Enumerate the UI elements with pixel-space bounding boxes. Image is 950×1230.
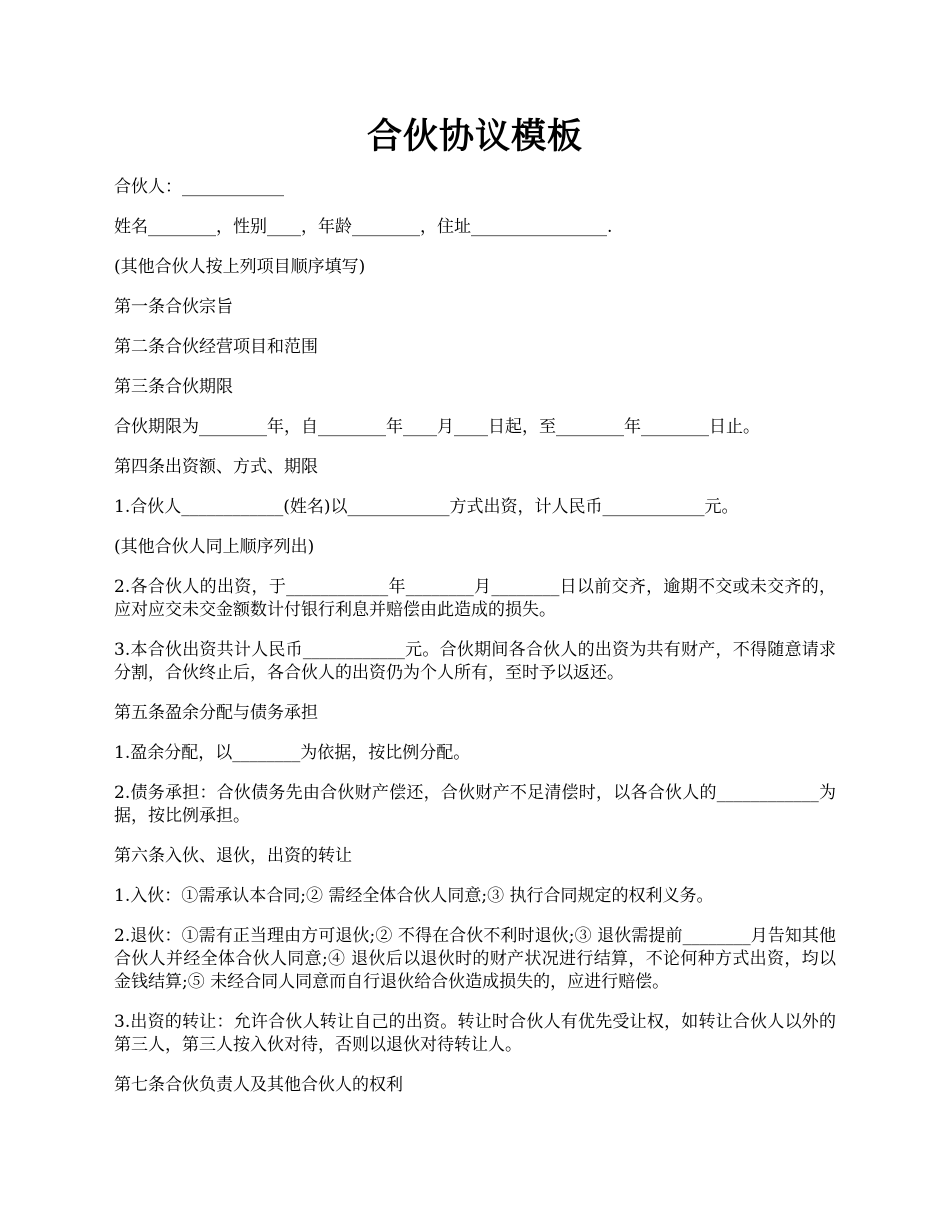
profit-distribution-item: 1.盈余分配，以________为依据，按比例分配。 (114, 743, 471, 763)
document-title: 合伙协议模板 (366, 116, 583, 157)
article-1-heading: 第一条合伙宗旨 (114, 297, 233, 317)
document-body (114, 176, 836, 1114)
admission-item: 1.入伙：①需承认本合同;② 需经全体合伙人同意;③ 执行合同规定的权利义务。 (114, 886, 714, 906)
other-partners-contribution-note: (其他合伙人同上顺序列出) (114, 537, 315, 557)
term-paragraph: 合伙期限为________年，自________年____月____日起，至________年________日止。 (114, 417, 760, 437)
partner-line: 合伙人：____________ (114, 177, 284, 197)
article-2-heading: 第二条合伙经营项目和范围 (114, 337, 318, 357)
withdrawal-item: 2.退伙：①需有正当理由方可退伙;② 不得在合伙不利时退伙;③ 退伙需提前________月告知其他合伙人并经全体合伙人同意;④ 退伙后以退伙时的财产状况进行结算，不论何种方式出资，均以金钱结算;⑤ 未经合同人同意而自行退伙给合伙造成损失的，应进行赔偿。 (114, 926, 836, 992)
article-7-heading: 第七条合伙负责人及其他合伙人的权利 (114, 1075, 403, 1095)
contribution-item-1: 1.合伙人____________(姓名)以____________方式出资，计人民币____________元。 (114, 497, 739, 517)
debt-bearing-item: 2.债务承担：合伙债务先由合伙财产偿还，合伙财产不足清偿时，以各合伙人的____________为据，按比例承担。 (114, 783, 836, 826)
article-6-heading: 第六条入伙、退伙，出资的转让 (114, 846, 352, 866)
contribution-item-2: 2.各合伙人的出资，于____________年________月________日以前交齐，逾期不交或未交齐的，应对应交未交金额数计付银行利息并赔偿由此造成的损失。 (114, 577, 836, 620)
other-partners-note: (其他合伙人按上列项目顺序填写) (114, 257, 366, 277)
transfer-item: 3.出资的转让：允许合伙人转让自己的出资。转让时合伙人有优先受让权，如转让合伙人以外的第三人，第三人按入伙对待，否则以退伙对待转让人。 (114, 1012, 836, 1055)
partner-info-line: 姓名________，性别____，年龄________，住址________________. (114, 217, 613, 237)
article-4-heading: 第四条出资额、方式、期限 (114, 457, 318, 477)
article-3-heading: 第三条合伙期限 (114, 377, 233, 397)
article-5-heading: 第五条盈余分配与债务承担 (114, 703, 318, 723)
contribution-item-3: 3.本合伙出资共计人民币____________元。合伙期间各合伙人的出资为共有财产，不得随意请求分割，合伙终止后，各合伙人的出资仍为个人所有，至时予以返还。 (114, 640, 836, 683)
